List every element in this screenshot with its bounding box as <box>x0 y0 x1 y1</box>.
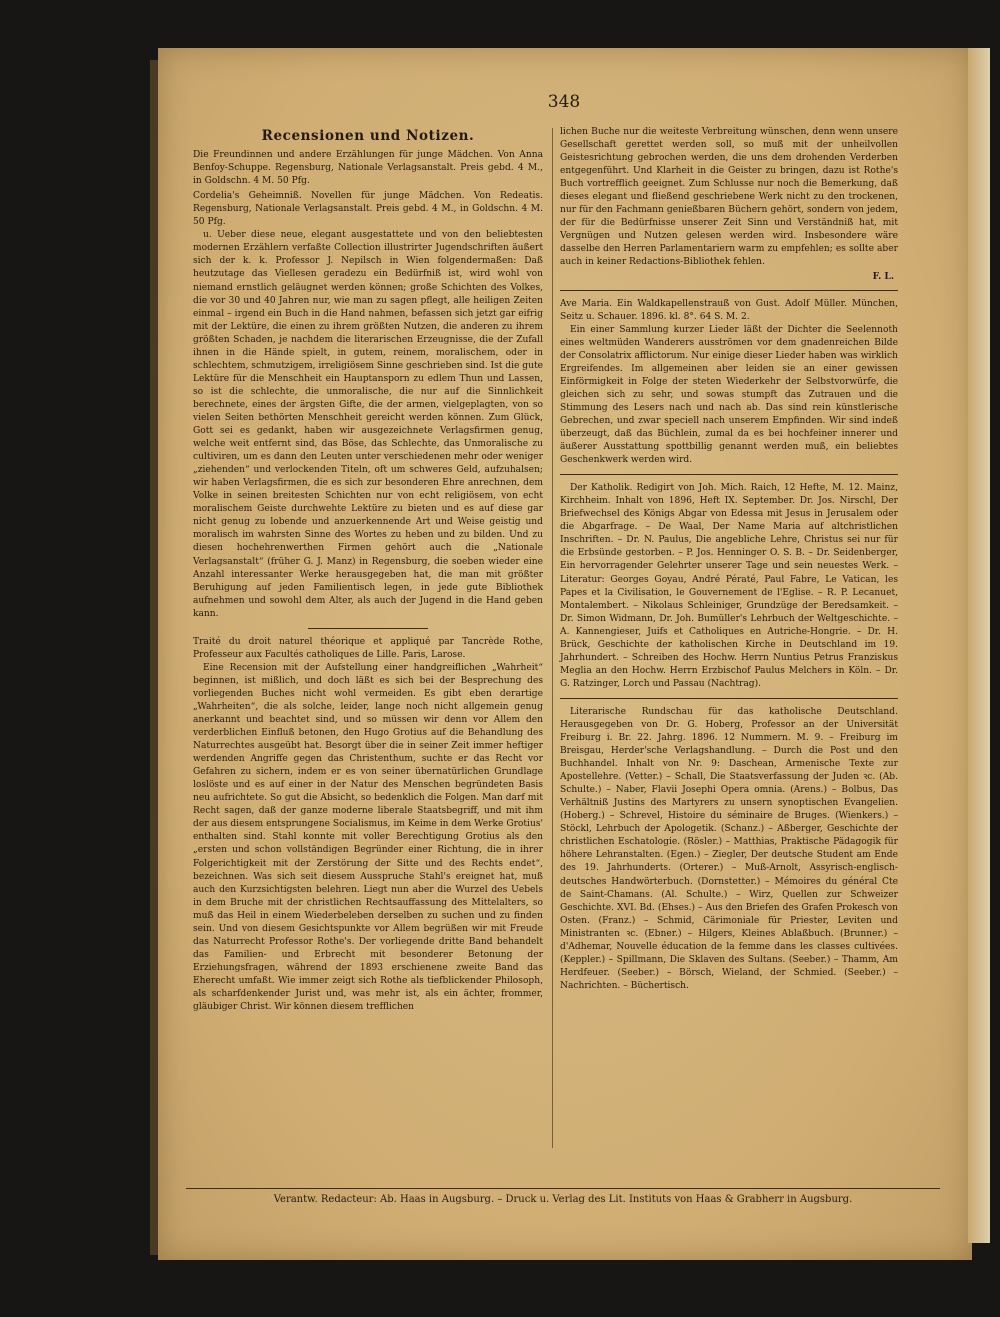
footer-rule <box>186 1188 940 1189</box>
entry-heading: Traité du droit naturel théorique et appliqué par Tancrède Rothe, Professeur aux Facultés catholiques de Lille. Paris, Larose. <box>193 636 543 660</box>
entry-body: Literarische Rundschau für das katholische Deutschland. Herausgegeben von Dr. G. Hoberg, Professor an der Universität Freiburg i. Br. 22. Jahrg. 1896. 12 Nummern. M. 9. – Freiburg im Breisgau, Herder'sche Verlagshandlung. – Durch die Post und den Buchhandel. Inhalt von Nr. 9: Daschean, Armenische Texte zur Apostellehre. (Vetter.) – Schall, Die Staatsverfassung der Juden ꝛc. (Ab. Schulte.) – Naber, Flavii Josephi Opera omnia. (Arens.) – Bolbus, Das Verhältniß Justins des Martyrers zu unsern synoptischen Evangelien. (Hoberg.) – Schrevel, Histoire du séminaire de Bruges. (Wienkers.) – Stöckl, Lehrbuch der Apologetik. (Schanz.) – Aßberger, Geschichte der christlichen Eschatologie. (Rösler.) – Matthias, Praktische Pädagogik für höhere Lehranstalten. (Egen.) – Ziegler, Der deutsche Student am Ende des 19. Jahrhunderts. (Orterer.) – Muß-Arnolt, Assyrisch-englisch-deutsches Handwörterbuch. (Dornstetter.) – Mémoires du général Cte de Saint-Chamans. (Al. Schulte.) – Wirz, Quellen zur Schweizer Geschichte. XVI. Bd. (Ehses.) – Aus den Briefen des Grafen Prokesch von Osten. (Franz.) – Schmid, Cärimoniale für Priester, Leviten und Ministranten ꝛc. (Ebner.) – Hilgers, Kleines Ablaßbuch. (Brunner.) – d'Adhemar, Nouvelle éducation de la femme dans les classes cultivées. (Keppler.) – Spillmann, Die Sklaven des Sultans. (Seeber.) – Thamm, Am Herdfeuer. (Seeber.) – Börsch, Wieland, der Schmied. (Seeber.) – Nachrichten. – Büchertisch. <box>560 706 898 991</box>
right-column <box>560 126 898 995</box>
left-column <box>193 126 543 1016</box>
reviewer-signature: F. L. <box>872 270 894 282</box>
separator-rule <box>308 628 428 629</box>
review-entry <box>560 298 898 468</box>
review-entry <box>560 706 898 993</box>
imprint-footer: Verantw. Redacteur: Ab. Haas in Augsburg. – Druck u. Verlag des Lit. Instituts von Haas & Grabherr in Augsburg. <box>273 1194 853 1205</box>
entry-heading: Die Freundinnen und andere Erzählungen für junge Mädchen. Von Anna Benfoy-Schuppe. Regensburg, Nationale Verlagsanstalt. Preis gebd. 4 M., in Goldschn. 4 M. 50 Pfg. <box>193 150 543 187</box>
entry-body: Ein einer Sammlung kurzer Lieder läßt der Dichter die Seelennoth eines weltmüden Wanderers ausströmen vor dem gnadenreichen Bilde der Consolatrix afflictorum. Nur einige dieser Lieder haben was wirklich Ergreifendes. Im allgemeinen aber leiden sie an einer gewissen Einförmigkeit in Folge der steten Wiederkehr der Selbstvorwürfe, die gleichen sich zu sehr, und sowas stumpft das Zutrauen und die Stimmung des Lesers nach und nach ab. Das sind rein künstlerische Gebrechen, und zwar speciell nach unserem Empfinden. Wir sind indeß überzeugt, daß das Büchlein, zumal da es bei hochfeiner innerer und äußerer Ausstattung spottbillig genannt werden muß, ein beliebtes Geschenkwerk werden wird. <box>560 324 898 466</box>
separator-rule <box>560 290 898 291</box>
entry-body: Der Katholik. Redigirt von Joh. Mich. Raich, 12 Hefte, M. 12. Mainz, Kirchheim. Inhalt von 1896, Heft IX. September. Dr. Jos. Nirschl, Der Briefwechsel des Königs Abgar von Edessa mit Jesus in Jerusalem oder die Abgarfrage. – De Waal, Der Name Maria auf altchristlichen Inschriften. – Dr. N. Paulus, Die angebliche Lehre, Christus sei nur für die Erbsünde gestorben. – P. Jos. Henninger O. S. B. – Dr. Seidenberger, Ein hervorragender Gelehrter unserer Tage und sein neuestes Werk. – Literatur: Georges Goyau, André Pératé, Paul Fabre, Le Vatican, les Papes et la Civilisation, le Gouvernement de l'Eglise. – R. P. Lecanuet, Montalembert. – Nikolaus Schleiniger, Grundzüge der Beredsamkeit. – Dr. Simon Widmann, Dr. Joh. Bumüller's Lehrbuch der Weltgeschichte. – A. Kannengieser, Juifs et Catholiques en Autriche-Hongrie. – Dr. H. Brück, Geschichte der katholischen Kirche in Deutschland im 19. Jahrhundert. – Schreiben des Hochw. Herrn Nuntius Petrus Franziskus Meglia an den Hochw. Herrn Erzbischof Paulus Melchers in Köln. – Dr. G. Ratzinger, Lorch und Passau (Nachtrag). <box>560 483 898 689</box>
scanned-page <box>158 48 972 1260</box>
entry-heading: Cordelia's Geheimniß. Novellen für junge Mädchen. Von Redeatis. Regensburg, Nationale Verlagsanstalt. Preis gebd. 4 M., in Goldschn. 4 M. 50 Pfg. <box>193 191 543 228</box>
entry-body: Eine Recension mit der Aufstellung einer handgreiflichen „Wahrheit“ beginnen, ist mißlich, und doch läßt es sich bei der Besprechung des vorliegenden Buches nicht wohl vermeiden. Es gibt eben derartige „Wahrheiten“, die als solche, leider, lange noch nicht allgemein genug anerkannt und beachtet sind, und so müssen wir denn vor Allem den verderblichen Einfluß betonen, den Hugo Grotius auf die Behandlung des Naturrechtes ausgeübt hat. Besorgt über die in seiner Zeit immer heftiger werdenden Angriffe gegen das Christenthum, suchte er das Recht vor Gefahren zu sichern, indem er es von seiner übernatürlichen Grundlage loslöste und es auf einer in der Natur des Menschen begründeten Basis neu aufrichtete. So gut die Absicht, so bedenklich die Folgen. Man darf mit Recht sagen, daß der ganze moderne liberale Staatsbegriff, und mit ihm der aus diesem entsprungene Socialismus, im Keime in dem Werke Grotius' enthalten sind. Stahl konnte mit voller Berechtigung Grotius als den „ersten und schon vollständigen Begründer einer Richtung, die in ihrer Folgerichtigkeit mit der Zerstörung der Sitte und des Rechts endet“, bezeichnen. Was sich seit diesem Ausspruche Stahl's ereignet hat, muß auch den Kurzsichtigsten belehren. Liegt nun aber die Wurzel des Uebels in dem Bruche mit der christlichen Rechtsauffassung des Mittelalters, so muß das Heil in einem Wiederbeleben derselben zu suchen und zu finden sein. Und von diesem Gesichtspunkte vor Allem begrüßen wir mit Freude das Naturrecht Professor Rothe's. Der vorliegende dritte Band behandelt das Familien- und Erbrecht mit besonderer Betonung der Erziehungsfragen, während der 1893 erschienene zweite Band das Eherecht umfaßt. Wie immer zeigt sich Rothe als tiefblickender Philosoph, als scharfdenkender Jurist und, was mehr ist, als ein ächter, frommer, gläubiger Christ. Wir können diesem trefflichen <box>193 662 543 1013</box>
entry-body-continued: lichen Buche nur die weiteste Verbreitung wünschen, denn wenn unsere Gesellschaft gerettet werden soll, so muß mit der unheilvollen Geistesrichtung gebrochen werden, die uns dem drohenden Verderben entgegenführt. Und Klarheit in die Geister zu bringen, dazu ist Rothe's Buch vortrefflich geeignet. Zum Schlusse nur noch die Bemerkung, daß dieses elegant und fließend geschriebene Werk nicht zu den trockenen, nur für den Fachmann genießbaren Büchern gehört, sondern von jedem, der für die Bedürfnisse unserer Zeit Sinn und Verständniß hat, mit Vergnügen und Nutzen gelesen werden wird. Insbesondere wäre dasselbe den Herren Parlamentariern warm zu empfehlen; es sollte aber auch in keiner Redactions-Bibliothek fehlen. <box>560 127 898 268</box>
review-entry <box>560 482 898 691</box>
page-edge <box>968 48 990 1243</box>
review-entry <box>193 636 543 1014</box>
review-entry <box>193 149 543 188</box>
column-divider <box>552 128 553 1148</box>
page-number: 348 <box>547 92 581 112</box>
entry-heading: Ave Maria. Ein Waldkapellenstrauß von Gust. Adolf Müller. München, Seitz u. Schauer. 1896. kl. 8°. 64 S. M. 2. <box>560 298 898 322</box>
separator-rule <box>560 474 898 475</box>
review-entry <box>193 190 543 621</box>
entry-body: u. Ueber diese neue, elegant ausgestattete und von den beliebtesten modernen Erzählern verfaßte Collection illustrirter Jugendschriften äußert sich der k. k. Professor J. Nepilsch in Wien folgendermaßen: Daß heutzutage das Viellesen geradezu ein Bedürfniß ist, wird wohl von niemand ernstlich geläugnet werden können; große Schichten des Volkes, die vor 30 und 40 Jahren nur, wie man zu sagen pflegt, alle heiligen Zeiten einmal – irgend ein Buch in die Hand nahmen, befassen sich jetzt gar eifrig mit der Lektüre, die einen zu ihrem größten Nutzen, die anderen zu ihrem größten Schaden, je nachdem die literarischen Erzeugnisse, die der Zufall ihnen in die Hände spielt, in gutem, reinem, moralischem, oder in schlechtem, schmutzigem, irreligiösem Sinne geschrieben sind. Ist die gute Lektüre für die Menschheit ein Hauptansporn zu edlem Thun und Lassen, so ist die schlechte, die unmoralische, die nur auf die Sinnlichkeit berechnete, eines der ärgsten Gifte, die der armen, vielgeplagten, von so vielen Seiten bethörten Menschheit gereicht werden können. Zum Glück, Gott sei es gedankt, haben wir ausgezeichnete Verlagsfirmen genug, welche weit entfernt sind, das Böse, das Schlechte, das Unmoralische zu cultiviren, um es dann den Leuten unter verschiedenen mehr oder weniger „ziehenden“ und verlockenden Titeln, oft um schweres Geld, aufzuhalsen; wir haben Verlagsfirmen, die es sich zur besonderen Ehre anrechnen, dem Volke in seinen breitesten Schichten nur von echt religiösem, von echt moralischem Geiste durchwehte Lektüre zu bieten und es auf diese gar nicht genug zu lobende und anzuerkennende Art und Weise geistig und moralisch im wahrsten Sinne des Wortes zu heben und zu bilden. Und zu diesen hochehrenwerthen Firmen gehört auch die „Nationale Verlagsanstalt“ (früher G. J. Manz) in Regensburg, die soeben wieder eine Anzahl interessanter Werke herausgegeben hat, die man mit größter Beruhigung auf jeden Familientisch legen, in jede gute Bibliothek aufnehmen und sowohl dem Alter, als auch der Jugend in die Hand geben kann. <box>193 230 544 619</box>
separator-rule <box>560 698 898 699</box>
section-title: Recensionen und Notizen. <box>261 128 475 144</box>
